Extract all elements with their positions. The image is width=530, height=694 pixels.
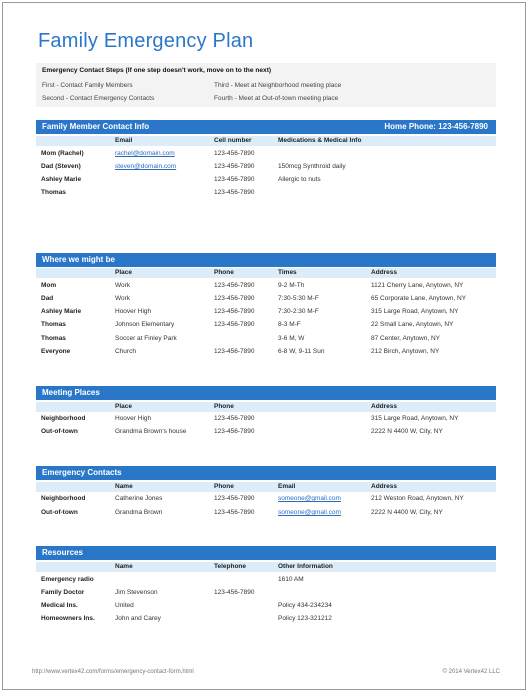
footer-url[interactable]: http://www.vertex42.com/forms/emergency-contact-form.html bbox=[32, 669, 194, 675]
where-name: Everyone bbox=[41, 348, 71, 355]
where-address: 65 Corporate Lane, Anytown, NY bbox=[371, 295, 467, 302]
emergency-col-phone: Phone bbox=[214, 483, 234, 490]
family-name: Ashley Marie bbox=[41, 176, 82, 183]
step-third: Third - Meet at Neighborhood meeting place bbox=[214, 82, 342, 89]
resources-section-title: Resources bbox=[42, 548, 83, 557]
where-section-bar bbox=[36, 253, 496, 267]
step-fourth: Fourth - Meet at Out-of-town meeting place bbox=[214, 95, 339, 102]
emergency-row-label: Neighborhood bbox=[41, 495, 86, 502]
meeting-section-bar bbox=[36, 386, 496, 400]
step-first: First - Contact Family Members bbox=[42, 82, 133, 89]
meeting-place: Hoover High bbox=[115, 415, 152, 422]
resource-label: Homeowners Ins. bbox=[41, 615, 95, 622]
family-cell: 123-456-7890 bbox=[214, 150, 255, 157]
where-name: Thomas bbox=[41, 321, 66, 328]
family-col-cell: Cell number bbox=[214, 137, 252, 144]
where-name: Thomas bbox=[41, 335, 66, 342]
where-place: Hoover High bbox=[115, 308, 152, 315]
resource-contact: United bbox=[115, 602, 134, 609]
where-times: 7:30-5:30 M-F bbox=[278, 295, 319, 302]
where-times: 7:30-2:30 M-F bbox=[278, 308, 319, 315]
family-email-link[interactable]: steven@domain.com bbox=[115, 163, 177, 170]
emergency-row-label: Out-of-town bbox=[41, 509, 78, 516]
footer-copyright: © 2014 Vertex42 LLC bbox=[442, 669, 500, 675]
step-second: Second - Contact Emergency Contacts bbox=[42, 95, 155, 102]
family-name: Dad (Steven) bbox=[41, 163, 81, 170]
where-place: Church bbox=[115, 348, 136, 355]
resources-col-telephone: Telephone bbox=[214, 563, 247, 570]
family-email-link[interactable]: rachel@domain.com bbox=[115, 150, 175, 157]
emergency-steps-panel bbox=[36, 63, 496, 107]
meeting-col-address: Address bbox=[371, 403, 398, 410]
where-place: Soccer at Finley Park bbox=[115, 335, 177, 342]
where-address: 1121 Cherry Lane, Anytown, NY bbox=[371, 282, 464, 289]
resources-col-name: Name bbox=[115, 563, 133, 570]
meeting-phone: 123-456-7890 bbox=[214, 428, 255, 435]
where-col-address: Address bbox=[371, 269, 398, 276]
family-med: 150mcg Synthroid daily bbox=[278, 163, 346, 170]
emergency-section-title: Emergency Contacts bbox=[42, 468, 122, 477]
emergency-phone: 123-456-7890 bbox=[214, 509, 255, 516]
emergency-phone: 123-456-7890 bbox=[214, 495, 255, 502]
family-name: Mom (Rachel) bbox=[41, 150, 84, 157]
emergency-email-link[interactable]: someone@gmail.com bbox=[278, 509, 341, 516]
family-cell: 123-456-7890 bbox=[214, 176, 255, 183]
meeting-address: 2222 N 4400 W, City, NY bbox=[371, 428, 443, 435]
meeting-address: 315 Large Road, Anytown, NY bbox=[371, 415, 459, 422]
where-address: 22 Small Lane, Anytown, NY bbox=[371, 321, 454, 328]
where-phone: 123-456-7890 bbox=[214, 295, 255, 302]
resource-label: Family Doctor bbox=[41, 589, 85, 596]
where-section-title: Where we might be bbox=[42, 255, 115, 264]
emergency-email-link[interactable]: someone@gmail.com bbox=[278, 495, 341, 502]
meeting-place: Grandma Brown's house bbox=[115, 428, 187, 435]
where-times: 9-2 M-Th bbox=[278, 282, 305, 289]
family-col-med: Medications & Medical Info bbox=[278, 137, 362, 144]
emergency-contact: Grandma Brown bbox=[115, 509, 163, 516]
where-times: 6-8 W, 9-11 Sun bbox=[278, 348, 325, 355]
family-cell: 123-456-7890 bbox=[214, 189, 255, 196]
where-place: Johnson Elementary bbox=[115, 321, 175, 328]
where-address: 315 Large Road, Anytown, NY bbox=[371, 308, 459, 315]
resource-info: 1610 AM bbox=[278, 576, 304, 583]
home-phone: Home Phone: 123-456-7890 bbox=[384, 122, 488, 131]
where-col-place: Place bbox=[115, 269, 132, 276]
where-name: Dad bbox=[41, 295, 54, 302]
resource-label: Medical Ins. bbox=[41, 602, 78, 609]
meeting-col-phone: Phone bbox=[214, 403, 234, 410]
where-col-times: Times bbox=[278, 269, 297, 276]
where-place: Work bbox=[115, 295, 131, 302]
where-phone: 123-456-7890 bbox=[214, 348, 255, 355]
where-phone: 123-456-7890 bbox=[214, 282, 255, 289]
emergency-col-email: Email bbox=[278, 483, 296, 490]
emergency-address: 212 Weston Road, Anytown, NY bbox=[371, 495, 464, 502]
resources-header-row bbox=[36, 562, 496, 572]
meeting-name: Neighborhood bbox=[41, 415, 86, 422]
resource-label: Emergency radio bbox=[41, 576, 94, 583]
meeting-col-place: Place bbox=[115, 403, 132, 410]
family-section-title: Family Member Contact Info bbox=[42, 122, 150, 131]
where-header-row bbox=[36, 268, 496, 278]
emergency-section-bar bbox=[36, 466, 496, 480]
where-phone: 123-456-7890 bbox=[214, 321, 255, 328]
where-place: Work bbox=[115, 282, 131, 289]
where-address: 212 Birch, Anytown, NY bbox=[371, 348, 440, 355]
where-col-phone: Phone bbox=[214, 269, 234, 276]
resource-info: Policy 123-321212 bbox=[278, 615, 332, 622]
where-name: Mom bbox=[41, 282, 57, 289]
emergency-contact: Catherine Jones bbox=[115, 495, 163, 502]
where-address: 87 Center, Anytown, NY bbox=[371, 335, 441, 342]
meeting-section-title: Meeting Places bbox=[42, 388, 100, 397]
resource-phone: 123-456-7890 bbox=[214, 589, 255, 596]
emergency-col-name: Name bbox=[115, 483, 133, 490]
family-med: Allergic to nuts bbox=[278, 176, 321, 183]
family-cell: 123-456-7890 bbox=[214, 163, 255, 170]
where-name: Ashley Marie bbox=[41, 308, 82, 315]
family-section-bar bbox=[36, 120, 496, 134]
meeting-name: Out-of-town bbox=[41, 428, 78, 435]
emergency-address: 2222 N 4400 W, City, NY bbox=[371, 509, 443, 516]
resource-info: Policy 434-234234 bbox=[278, 602, 332, 609]
resources-col-info: Other Information bbox=[278, 563, 333, 570]
emergency-col-address: Address bbox=[371, 483, 398, 490]
emergency-header-row bbox=[36, 482, 496, 492]
resource-contact: John and Carey bbox=[115, 615, 161, 622]
meeting-header-row bbox=[36, 402, 496, 412]
family-col-email: Email bbox=[115, 137, 133, 144]
where-times: 3-6 M, W bbox=[278, 335, 305, 342]
where-phone: 123-456-7890 bbox=[214, 308, 255, 315]
family-name: Thomas bbox=[41, 189, 66, 196]
steps-heading: Emergency Contact Steps (If one step doesn't work, move on to the next) bbox=[42, 67, 272, 74]
resource-contact: Jim Stevenson bbox=[115, 589, 158, 596]
page-title: Family Emergency Plan bbox=[38, 30, 254, 52]
resources-section-bar bbox=[36, 546, 496, 560]
meeting-phone: 123-456-7890 bbox=[214, 415, 255, 422]
where-times: 8-3 M-F bbox=[278, 321, 301, 328]
family-header-row bbox=[36, 136, 496, 146]
